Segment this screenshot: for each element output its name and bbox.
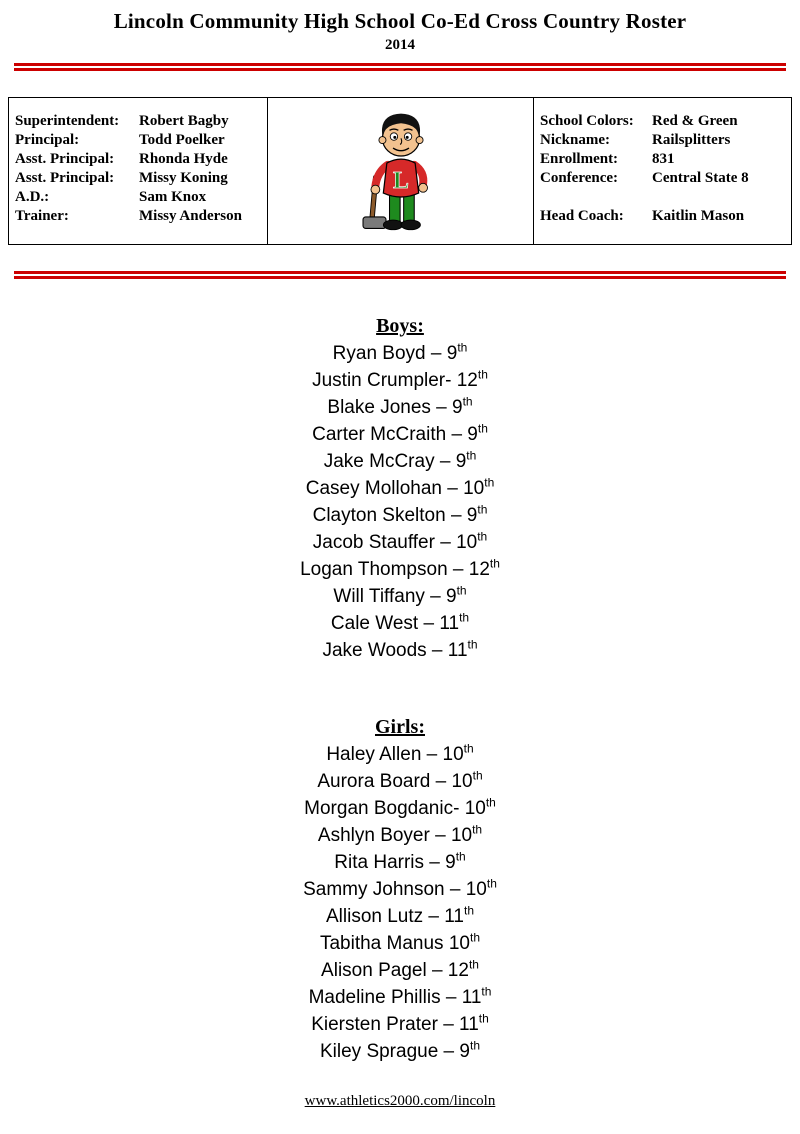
grade-suffix: th bbox=[459, 610, 470, 625]
grade-suffix: th bbox=[472, 822, 483, 837]
roster-entry bbox=[0, 984, 800, 1011]
roster-entry bbox=[0, 876, 800, 903]
school-info-row-label bbox=[540, 188, 652, 207]
school-info-row bbox=[540, 150, 785, 169]
athlete-name-grade: Jacob Stauffer – 10 bbox=[312, 532, 478, 553]
staff-row-value: Robert Bagby bbox=[139, 113, 229, 129]
roster-entry bbox=[0, 637, 800, 664]
staff-row bbox=[15, 131, 261, 150]
grade-suffix: th bbox=[485, 795, 496, 810]
grade-suffix: th bbox=[477, 367, 488, 382]
roster-entry bbox=[0, 768, 800, 795]
athlete-name-grade: Ryan Boyd – 9 bbox=[332, 343, 458, 364]
school-info-row-label: Head Coach: bbox=[540, 208, 624, 224]
grade-suffix: th bbox=[462, 394, 473, 409]
roster-entry bbox=[0, 502, 800, 529]
info-band bbox=[8, 97, 792, 245]
grade-suffix: th bbox=[464, 903, 475, 918]
grade-suffix: th bbox=[469, 1038, 480, 1053]
school-info-row-label: Enrollment: bbox=[540, 151, 619, 167]
staff-row-label: Asst. Principal: bbox=[15, 151, 115, 167]
grade-suffix: th bbox=[472, 768, 483, 783]
staff-row-label: Superintendent: bbox=[15, 113, 120, 129]
athlete-name-grade: Cale West – 11 bbox=[330, 613, 460, 634]
school-info-row bbox=[540, 207, 785, 226]
staff-row bbox=[15, 169, 261, 188]
athlete-name-grade: Kiley Sprague – 9 bbox=[319, 1041, 470, 1062]
divider-line bbox=[14, 276, 786, 279]
roster-entry bbox=[0, 903, 800, 930]
athlete-name-grade: Alison Pagel – 12 bbox=[321, 960, 469, 981]
school-info-row-label: Conference: bbox=[540, 170, 619, 186]
school-info-row-value: Railsplitters bbox=[652, 132, 731, 148]
staff-row-value: Sam Knox bbox=[139, 189, 207, 205]
roster bbox=[0, 313, 800, 1065]
grade-suffix: th bbox=[478, 1011, 489, 1026]
grade-suffix: th bbox=[469, 930, 480, 945]
roster-entry bbox=[0, 957, 800, 984]
roster-entry bbox=[0, 930, 800, 957]
staff-row bbox=[15, 207, 261, 226]
athlete-name-grade: Aurora Board – 10 bbox=[317, 771, 473, 792]
school-info-row-value: Kaitlin Mason bbox=[652, 208, 745, 224]
roster-entry bbox=[0, 849, 800, 876]
railsplitter-mascot-logo bbox=[348, 104, 454, 238]
school-info-row-value: Red & Green bbox=[652, 113, 738, 129]
staff-row-label: A.D.: bbox=[15, 189, 50, 205]
grade-suffix: th bbox=[467, 637, 478, 652]
roster-entry bbox=[0, 822, 800, 849]
staff-row bbox=[15, 150, 261, 169]
roster-entry bbox=[0, 367, 800, 394]
athlete-name-grade: Logan Thompson – 12 bbox=[300, 559, 490, 580]
athlete-name-grade: Rita Harris – 9 bbox=[334, 852, 456, 873]
staff-row-value: Rhonda Hyde bbox=[139, 151, 228, 167]
boys-heading: Boys: bbox=[376, 315, 424, 337]
mascot-panel bbox=[268, 97, 534, 245]
footer bbox=[0, 1093, 800, 1110]
grade-suffix: th bbox=[457, 340, 468, 355]
athlete-name-grade: Sammy Johnson – 10 bbox=[303, 879, 487, 900]
staff-row-value: Missy Koning bbox=[139, 170, 228, 186]
divider-top bbox=[14, 63, 786, 71]
athlete-name-grade: Carter McCraith – 9 bbox=[312, 424, 478, 445]
grade-suffix: th bbox=[466, 448, 477, 463]
athlete-name-grade: Allison Lutz – 11 bbox=[325, 906, 464, 927]
roster-entry bbox=[0, 1011, 800, 1038]
roster-entry bbox=[0, 529, 800, 556]
staff-row-value: Todd Poelker bbox=[139, 132, 225, 148]
staff-panel bbox=[8, 97, 268, 245]
grade-suffix: th bbox=[456, 583, 467, 598]
roster-entry bbox=[0, 448, 800, 475]
athlete-name-grade: Justin Crumpler- 12 bbox=[312, 370, 478, 391]
school-info-row-value bbox=[652, 188, 785, 207]
grade-suffix: th bbox=[463, 741, 474, 756]
athlete-name-grade: Jake Woods – 11 bbox=[322, 640, 468, 661]
roster-entry bbox=[0, 340, 800, 367]
athletics-link[interactable]: www.athletics2000.com/lincoln bbox=[304, 1093, 496, 1109]
svg-text:L: L bbox=[392, 167, 409, 194]
athlete-name-grade: Casey Mollohan – 10 bbox=[305, 478, 485, 499]
grade-suffix: th bbox=[489, 556, 500, 571]
page-year: 2014 bbox=[385, 37, 415, 53]
roster-entry bbox=[0, 394, 800, 421]
grade-suffix: th bbox=[455, 849, 466, 864]
athlete-name-grade: Morgan Bogdanic- 10 bbox=[304, 798, 486, 819]
grade-suffix: th bbox=[481, 984, 492, 999]
roster-entry bbox=[0, 1038, 800, 1065]
school-info-row-value: Central State 8 bbox=[652, 170, 749, 186]
girls-heading: Girls: bbox=[375, 716, 425, 738]
athlete-name-grade: Tabitha Manus 10 bbox=[319, 933, 470, 954]
school-info-row-label: Nickname: bbox=[540, 132, 610, 148]
boys-list bbox=[0, 340, 800, 664]
divider-bottom bbox=[14, 271, 786, 279]
roster-entry bbox=[0, 475, 800, 502]
athlete-name-grade: Will Tiffany – 9 bbox=[333, 586, 457, 607]
page-title: Lincoln Community High School Co-Ed Cross Country Roster bbox=[113, 9, 687, 33]
school-info-row bbox=[540, 169, 785, 188]
grade-suffix: th bbox=[468, 957, 479, 972]
grade-suffix: th bbox=[486, 876, 497, 891]
athlete-name-grade: Ashlyn Boyer – 10 bbox=[317, 825, 473, 846]
divider-line bbox=[14, 68, 786, 71]
school-info-row-value: 831 bbox=[652, 151, 675, 167]
boys-section bbox=[0, 313, 800, 664]
roster-entry bbox=[0, 610, 800, 637]
school-info-row bbox=[540, 188, 785, 207]
staff-row bbox=[15, 188, 261, 207]
roster-entry bbox=[0, 741, 800, 768]
grade-suffix: th bbox=[477, 529, 488, 544]
girls-section bbox=[0, 714, 800, 1065]
staff-row-label: Asst. Principal: bbox=[15, 170, 115, 186]
grade-suffix: th bbox=[484, 475, 495, 490]
athlete-name-grade: Madeline Phillis – 11 bbox=[308, 987, 482, 1008]
athlete-name-grade: Haley Allen – 10 bbox=[326, 744, 464, 765]
staff-row-value: Missy Anderson bbox=[139, 208, 242, 224]
roster-entry bbox=[0, 795, 800, 822]
staff-row bbox=[15, 112, 261, 131]
athlete-name-grade: Jake McCray – 9 bbox=[323, 451, 467, 472]
athlete-name-grade: Kiersten Prater – 11 bbox=[311, 1014, 479, 1035]
roster-entry bbox=[0, 583, 800, 610]
school-info-row bbox=[540, 131, 785, 150]
athlete-name-grade: Clayton Skelton – 9 bbox=[312, 505, 478, 526]
school-info-row-label: School Colors: bbox=[540, 113, 634, 129]
school-info-row bbox=[540, 112, 785, 131]
grade-suffix: th bbox=[477, 502, 488, 517]
athlete-name-grade: Blake Jones – 9 bbox=[327, 397, 463, 418]
grade-suffix: th bbox=[477, 421, 488, 436]
school-info-panel bbox=[534, 97, 792, 245]
staff-row-label: Trainer: bbox=[15, 208, 69, 224]
staff-row-label: Principal: bbox=[15, 132, 80, 148]
roster-entry bbox=[0, 556, 800, 583]
girls-list bbox=[0, 741, 800, 1065]
roster-entry bbox=[0, 421, 800, 448]
